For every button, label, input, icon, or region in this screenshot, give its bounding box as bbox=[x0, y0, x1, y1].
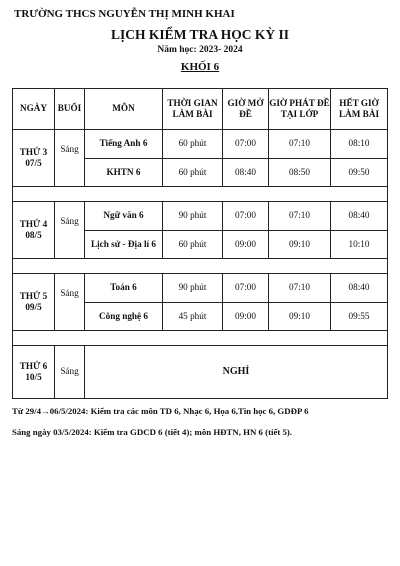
grade-label: KHỐI 6 bbox=[180, 61, 220, 73]
col-header-duration: THỜI GIAN LÀM BÀI bbox=[163, 89, 223, 130]
subject-cell: Tiếng Anh 6 bbox=[85, 130, 163, 159]
session-cell: Sáng bbox=[55, 130, 85, 187]
subject-cell: KHTN 6 bbox=[85, 159, 163, 187]
col-header-handout-time: GIỜ PHÁT ĐỀ TẠI LỚP bbox=[269, 89, 331, 130]
table-row bbox=[13, 202, 388, 231]
separator-row bbox=[13, 259, 388, 274]
end-time-cell: 08:40 bbox=[331, 274, 388, 303]
end-time-cell: 08:40 bbox=[331, 202, 388, 231]
separator-row bbox=[13, 187, 388, 202]
session-cell: Sáng bbox=[55, 346, 85, 399]
duration-cell: 45 phút bbox=[163, 303, 223, 331]
open-time-cell: 08:40 bbox=[223, 159, 269, 187]
end-time-cell: 08:10 bbox=[331, 130, 388, 159]
end-time-cell: 09:50 bbox=[331, 159, 388, 187]
day-cell: THỨ 5 09/5 bbox=[13, 274, 55, 331]
col-header-session: BUỔI bbox=[55, 89, 85, 130]
school-name: TRƯỜNG THCS NGUYỄN THỊ MINH KHAI bbox=[14, 8, 235, 20]
open-time-cell: 09:00 bbox=[223, 231, 269, 259]
col-header-end-time: HẾT GIỜ LÀM BÀI bbox=[331, 89, 388, 130]
session-cell: Sáng bbox=[55, 202, 85, 259]
col-header-day: NGÀY bbox=[13, 89, 55, 130]
handout-time-cell: 07:10 bbox=[269, 202, 331, 231]
end-time-cell: 10:10 bbox=[331, 231, 388, 259]
day-off-label: NGHỈ bbox=[85, 346, 388, 399]
open-time-cell: 07:00 bbox=[223, 274, 269, 303]
day-cell: THỨ 4 08/5 bbox=[13, 202, 55, 259]
handout-time-cell: 07:10 bbox=[269, 130, 331, 159]
col-header-subject: MÔN bbox=[85, 89, 163, 130]
handout-time-cell: 07:10 bbox=[269, 274, 331, 303]
table-header-row bbox=[13, 89, 388, 130]
subject-cell: Ngữ văn 6 bbox=[85, 202, 163, 231]
document-title: LỊCH KIỂM TRA HỌC KỲ II bbox=[111, 27, 289, 42]
open-time-cell: 07:00 bbox=[223, 130, 269, 159]
exam-schedule-table bbox=[12, 88, 388, 399]
table-row bbox=[13, 130, 388, 159]
subject-cell: Công nghệ 6 bbox=[85, 303, 163, 331]
day-cell: THỨ 3 07/5 bbox=[13, 130, 55, 187]
session-cell: Sáng bbox=[55, 274, 85, 331]
note-line: Từ 29/4→06/5/2024: Kiểm tra các môn TD 6, Nhạc 6, Họa 6,Tin học 6, GDĐP 6 bbox=[12, 406, 309, 416]
table-row bbox=[13, 346, 388, 399]
duration-cell: 90 phút bbox=[163, 274, 223, 303]
duration-cell: 90 phút bbox=[163, 202, 223, 231]
end-time-cell: 09:55 bbox=[331, 303, 388, 331]
handout-time-cell: 09:10 bbox=[269, 303, 331, 331]
separator-row bbox=[13, 331, 388, 346]
open-time-cell: 09:00 bbox=[223, 303, 269, 331]
subject-cell: Lịch sử - Địa lí 6 bbox=[85, 231, 163, 259]
school-year: Năm học: 2023- 2024 bbox=[157, 45, 243, 55]
table-row bbox=[13, 274, 388, 303]
note-line: Sáng ngày 03/5/2024: Kiểm tra GDCD 6 (tiết 4); môn HĐTN, HN 6 (tiết 5). bbox=[12, 427, 293, 437]
duration-cell: 60 phút bbox=[163, 130, 223, 159]
col-header-open-time: GIỜ MỞ ĐỀ bbox=[223, 89, 269, 130]
day-cell: THỨ 6 10/5 bbox=[13, 346, 55, 399]
open-time-cell: 07:00 bbox=[223, 202, 269, 231]
duration-cell: 60 phút bbox=[163, 231, 223, 259]
duration-cell: 60 phút bbox=[163, 159, 223, 187]
handout-time-cell: 08:50 bbox=[269, 159, 331, 187]
handout-time-cell: 09:10 bbox=[269, 231, 331, 259]
subject-cell: Toán 6 bbox=[85, 274, 163, 303]
